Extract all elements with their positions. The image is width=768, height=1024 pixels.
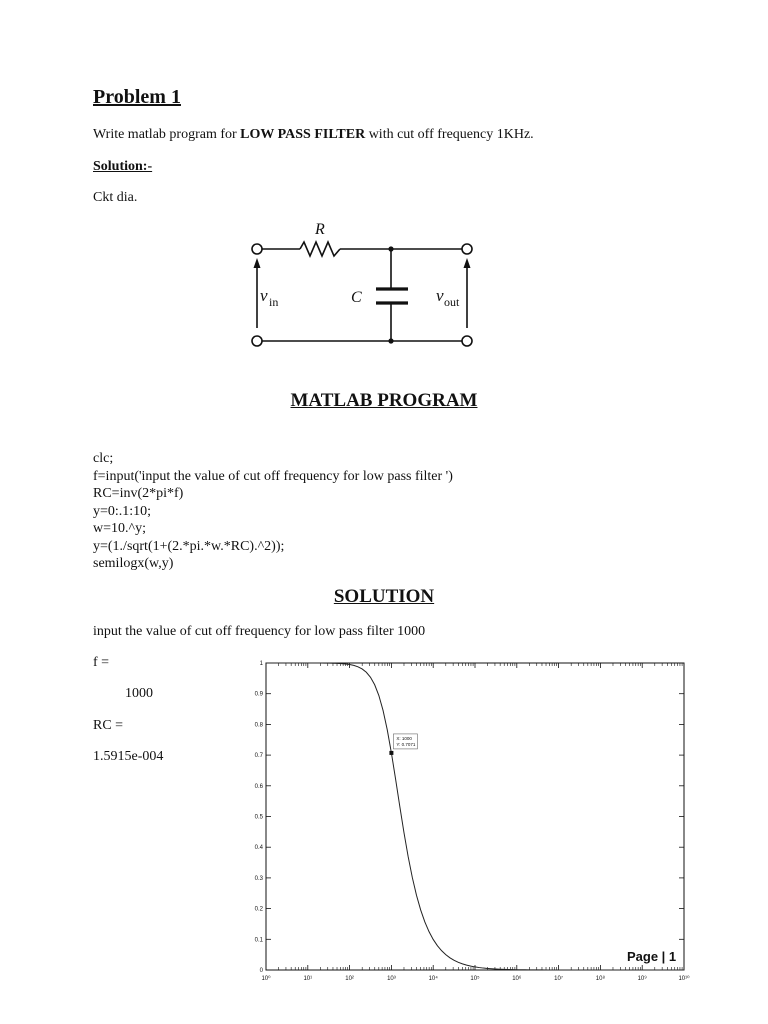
x-tick-label: 10³ bbox=[387, 976, 396, 982]
x-tick-label: 10² bbox=[345, 976, 354, 982]
f-value: 1000 bbox=[125, 686, 153, 701]
x-tick-label: 10⁷ bbox=[554, 976, 564, 982]
solution-label: Solution:- bbox=[93, 159, 153, 174]
vout-label: v bbox=[436, 286, 444, 305]
code-line: RC=inv(2*pi*f) bbox=[93, 486, 184, 501]
vout-subscript: out bbox=[444, 295, 460, 309]
rc-circuit-diagram bbox=[240, 215, 490, 355]
code-line: y=(1./sqrt(1+(2.*pi.*w.*RC).^2)); bbox=[93, 538, 285, 554]
rc-label: RC = bbox=[93, 718, 124, 733]
terminal-out-bottom bbox=[462, 336, 472, 346]
code-line: y=0:.1:10; bbox=[93, 503, 152, 519]
x-tick-label: 10¹⁰ bbox=[678, 976, 690, 982]
terminal-out-top bbox=[462, 244, 472, 254]
code-line: clc; bbox=[93, 451, 114, 466]
y-tick-label: 0.8 bbox=[254, 722, 263, 729]
output-prompt-line: input the value of cut off frequency for low pass filter 1000 bbox=[93, 624, 426, 639]
code-line: f=input('input the value of cut off frequency for low pass filter ') bbox=[93, 468, 453, 484]
datatip-x-text: X: 1000 bbox=[396, 735, 412, 741]
code-block bbox=[93, 450, 453, 573]
x-tick-label: 10⁶ bbox=[512, 976, 522, 982]
solution-heading: SOLUTION bbox=[333, 586, 435, 607]
vin-arrow-head bbox=[254, 258, 261, 268]
x-tick-label: 10¹ bbox=[303, 976, 313, 982]
capacitor-label: C bbox=[351, 289, 362, 306]
code-line: w=10.^y; bbox=[93, 521, 146, 536]
task-prefix: Write matlab program for bbox=[93, 127, 241, 142]
vout-arrow-head bbox=[464, 258, 471, 268]
matlab-heading: MATLAB PROGRAM bbox=[290, 390, 478, 411]
f-label: f = bbox=[93, 655, 110, 670]
chart-frame bbox=[266, 663, 684, 970]
page-number: Page | 1 bbox=[627, 949, 677, 964]
y-tick-label: 0.7 bbox=[254, 753, 263, 760]
problem-title: Problem 1 bbox=[93, 86, 181, 108]
junction-top bbox=[388, 246, 393, 251]
rc-value: 1.5915e-004 bbox=[93, 749, 164, 764]
code-line: semilogx(w,y) bbox=[93, 556, 174, 571]
terminal-in-top bbox=[252, 244, 262, 254]
y-tick-label: 0.5 bbox=[254, 814, 263, 821]
x-tick-label: 10⁰ bbox=[261, 976, 271, 982]
terminal-in-bottom bbox=[252, 336, 262, 346]
y-tick-label: 0.2 bbox=[254, 906, 263, 913]
x-tick-label: 10⁴ bbox=[428, 976, 438, 982]
x-tick-label: 10⁵ bbox=[470, 976, 480, 982]
y-tick-label: 0.6 bbox=[254, 783, 263, 790]
task-statement bbox=[93, 127, 534, 143]
junction-bottom bbox=[388, 338, 393, 343]
vin-subscript: in bbox=[269, 295, 279, 309]
x-tick-label: 10⁹ bbox=[637, 976, 647, 982]
task-suffix: with cut off frequency 1KHz. bbox=[365, 127, 534, 142]
resistor-label: R bbox=[315, 221, 325, 238]
vin-label: v bbox=[260, 286, 268, 305]
y-tick-label: 0 bbox=[259, 968, 263, 974]
resistor bbox=[300, 242, 340, 256]
y-tick-label: 1 bbox=[259, 661, 263, 667]
x-tick-label: 10⁸ bbox=[595, 976, 606, 982]
y-tick-label: 0.1 bbox=[254, 937, 263, 944]
datatip-marker bbox=[389, 751, 393, 755]
y-tick-label: 0.4 bbox=[254, 845, 263, 852]
y-tick-label: 0.9 bbox=[254, 691, 263, 698]
circuit-label: Ckt dia. bbox=[93, 190, 138, 205]
datatip-y-text: Y: 0.7071 bbox=[396, 741, 416, 747]
y-tick-label: 0.3 bbox=[254, 875, 263, 882]
frequency-response-chart bbox=[250, 655, 700, 990]
task-bold: LOW PASS FILTER bbox=[240, 127, 366, 142]
